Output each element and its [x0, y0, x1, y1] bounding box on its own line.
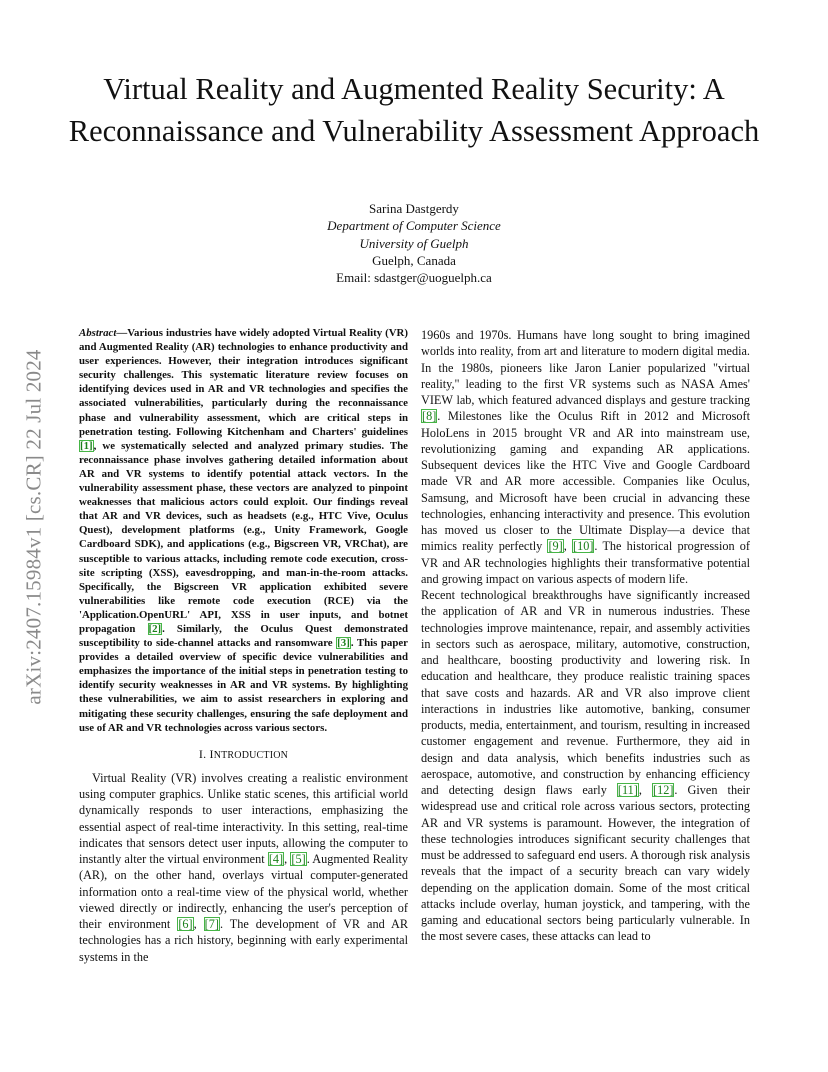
abstract-text: . This paper provides a detailed overview of specific device vulnerabilities and emphasizes the importance of the initial steps in penetration testing to identify security weaknesses in AR and VR systems. By highlighting these vulnerabilities, we aim to assist researchers in exploring and mitigating these security challenges, ensuring the safe deployment and use of AR and VR technologies across various sectors. — [79, 637, 408, 734]
citation-link[interactable]: [5] — [291, 852, 306, 867]
abstract — [79, 326, 408, 735]
body-text: . Given their widespread use and critical role across various sectors, protecting AR and VR systems is paramount. However, the integration of these technologies introduces significant security challenges that must be addressed to safeguard end users. A thorough risk analysis reveals that the impact of a security breach can vary widely depending on the application domain. Some of the most critical attacks include overlay, human joystick, and tampering, with the gaming and educational sectors being particularly vulnerable. In the most severe cases, these attacks can lead to — [421, 783, 750, 944]
author-university: University of Guelph — [359, 235, 469, 251]
body-text: 1960s and 1970s. Humans have long sought to bring imagined worlds into reality, from art and literature to modern digital media. In the 1980s, pioneers like Jaron Lanier popularized "virtual reality," leading to the first VR systems such as NASA Ames' VIEW lab, which featured advanced displays and gesture tracking — [421, 328, 750, 407]
citation-link[interactable]: [7] — [204, 917, 219, 932]
citation-link[interactable]: [12] — [653, 783, 674, 797]
section-heading — [79, 746, 408, 764]
history-paragraph — [421, 327, 750, 587]
intro-text: . The development of VR and AR technologies has a rich history, beginning with early experimental systems in the — [79, 917, 409, 964]
body-text: . The historical progression of VR and AR technologies highlights their transformative potential and growing impact on various aspects of modern life. — [421, 539, 750, 586]
author-email: Email: sdastger@uoguelph.ca — [336, 270, 492, 286]
section-title-initial: I — [209, 746, 214, 761]
author-block — [180, 200, 648, 286]
citation-link[interactable]: [6] — [178, 917, 193, 932]
citation-link[interactable]: [1] — [80, 439, 93, 452]
applications-paragraph — [421, 587, 750, 945]
author-department: Department of Computer Science — [327, 218, 501, 234]
intro-text: . Augmented Reality (AR), on the other hand, overlays virtual computer-generated information onto a real-time view of the physical world, whether viewed directly or indirectly, enhancing the user's perception of their environment — [79, 852, 409, 932]
section-number: I. — [198, 746, 207, 761]
right-column — [421, 327, 750, 945]
citation-link[interactable]: [8] — [422, 409, 437, 424]
citation-link[interactable]: [2] — [148, 622, 162, 635]
intro-text: Virtual Reality (VR) involves creating a realistic environment using computer graphics. Unlike static scenes, this artificial world dynamically responds to user interactions, emphasizing the essential aspect of real-time interactivity. In this setting, real-time indicates that sensors detect user inputs, allowing the computer to instantly alter the virtual environment — [79, 770, 408, 867]
author-location: Guelph, Canada — [372, 252, 456, 268]
separator: , — [638, 783, 652, 797]
section-title-rest: NTRODUCTION — [213, 749, 289, 761]
citation-link[interactable]: [3] — [337, 637, 350, 650]
intro-paragraph — [79, 770, 408, 965]
separator: , — [193, 917, 204, 932]
abstract-text: , we systematically selected and analyzed primary studies. The reconnaissance phase involves gathering detailed information about AR and VR systems to identify potential attack vectors. In the vulnerability assessment phase, these vectors are analyzed to pinpoint weaknesses that malicious actors could exploit. Our findings reveal that AR and VR devices, such as headsets (e.g., HTC Vive, Oculus Quest), development platforms (e.g., Unity Framework, Google Cardboard SDK), and applications (e.g., Bigscreen VR, VRChat), are susceptible to various attacks, including remote code execution, cross-site scripting (XSS), eavesdropping, and man-in-the-room attacks. Specifically, the Bigscreen VR application exhibited severe vulnerabilities like remote code execution (RCE) via the 'Application.OpenURL' API, XSS in user inputs, and botnet propagation — [79, 439, 408, 635]
citation-link[interactable]: [4] — [268, 852, 284, 867]
abstract-text: . Similarly, the Oculus Quest demonstrated susceptibility to side-channel attacks and ransomware — [79, 622, 408, 650]
separator: , — [284, 852, 291, 867]
abstract-label: Abstract — [79, 327, 117, 339]
author-name: Sarina Dastgerdy — [369, 201, 459, 216]
body-text: Recent technological breakthroughs have significantly increased the application of AR and VR in numerous industries. These technologies improve maintenance, repair, and assembly activities in sectors such as aerospace, military, automotive, construction, and healthcare, boosting productivity and lowering risk. In education and healthcare, they produce realistic training spaces that save costs and hazards. AR and VR also improve client interactions in industries like automotive, banking, consumer products, media, entertainment, and tourism, resulting in increased customer engagement and revenue. Furthermore, they aid in design and data analysis, which benefits industries such as aerospace, automotive, and construction by enhancing efficiency and detecting design flaws early — [421, 588, 750, 797]
citation-link[interactable]: [10] — [573, 539, 594, 554]
arxiv-stamp — [20, 297, 48, 757]
paper-title: Virtual Reality and Augmented Reality Security: A Reconnaissance and Vulnerability Assessment Approach — [68, 72, 760, 148]
separator: , — [563, 539, 572, 554]
citation-link[interactable]: [9] — [548, 539, 563, 554]
abstract-text: —Various industries have widely adopted Virtual Reality (VR) and Augmented Reality (AR) technologies to enhance productivity and user experiences. However, their integration introduces significant security challenges. This systematic literature review focuses on identifying devices used in AR and VR technologies and specifies the associated vulnerabilities, particularly during the reconnaissance phase and vulnerability assessment, which are critical steps in penetration testing. Following Kitchenham and Charters' guidelines — [79, 327, 408, 438]
arxiv-stamp-text: arXiv:2407.15984v1 [cs.CR] 22 Jul 2024 — [21, 349, 46, 705]
left-column — [79, 326, 408, 965]
body-text: . Milestones like the Oculus Rift in 2012 and Microsoft HoloLens in 2015 brought VR and AR into mainstream use, revolutionizing gaming and expanding AR applications. Subsequent devices like the HTC Vive and Google Cardboard made VR and AR more accessible. Companies like Oculus, Samsung, and Microsoft have been crucial in advancing these technologies, enhancing interactivity and presence. This evolution has moved us closer to the Ultimate Display—a device that mimics reality perfectly — [421, 409, 750, 554]
citation-link[interactable]: [11] — [617, 783, 638, 797]
